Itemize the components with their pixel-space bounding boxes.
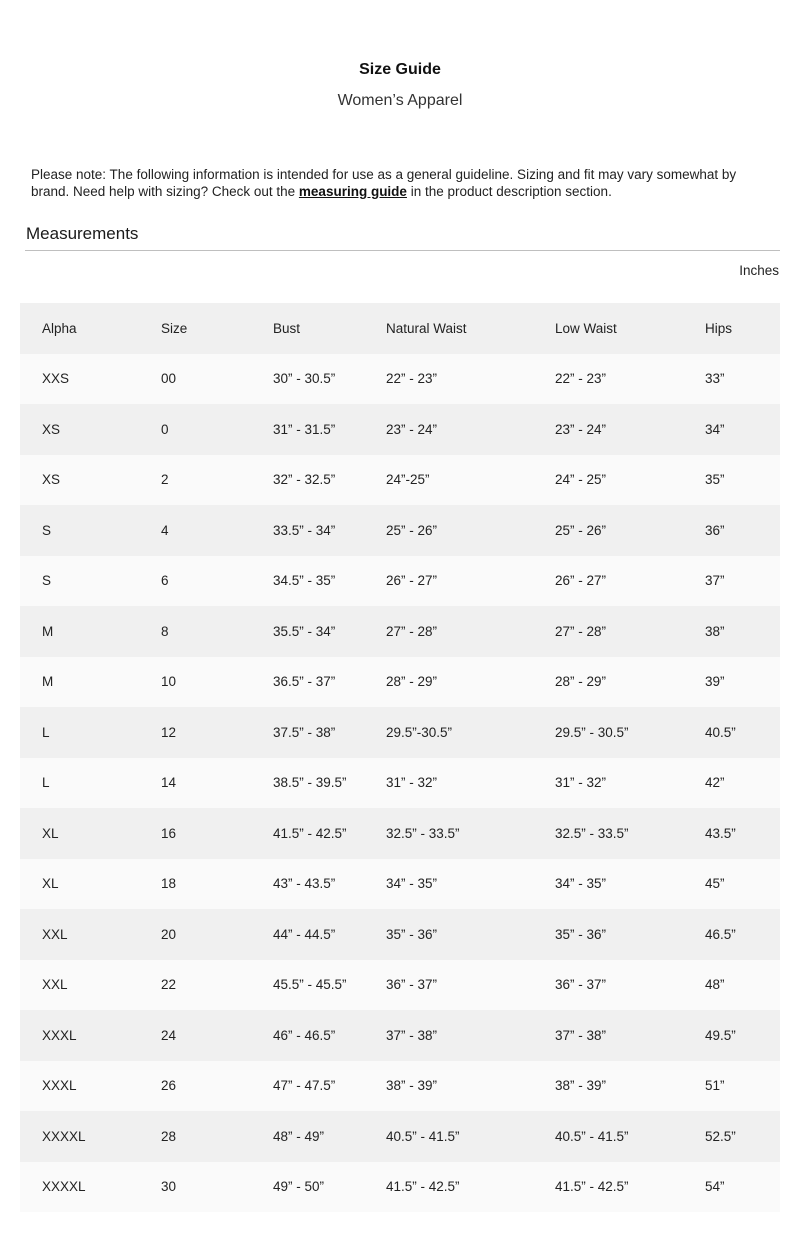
low-waist-cell: 37” - 38”	[555, 1027, 607, 1043]
natural-waist-cell: 27” - 28”	[386, 623, 438, 639]
low-waist-cell: 38” - 39”	[555, 1078, 607, 1094]
hips-cell: 35”	[705, 472, 725, 488]
table-row	[20, 960, 780, 1011]
low-waist-cell: 36” - 37”	[555, 977, 607, 993]
table-row	[20, 859, 780, 910]
page-subtitle: Women’s Apparel	[337, 92, 463, 109]
table-row	[20, 606, 780, 657]
low-waist-cell: 22” - 23”	[555, 371, 607, 387]
alpha-cell: XXXXL	[42, 1128, 86, 1144]
hips-cell: 37”	[705, 573, 725, 589]
natural-waist-cell: 24”-25”	[386, 472, 430, 488]
natural-waist-cell: 38” - 39”	[386, 1078, 438, 1094]
alpha-cell: XXXXL	[42, 1179, 86, 1195]
natural-waist-cell: 22” - 23”	[386, 371, 438, 387]
natural-waist-cell: 37” - 38”	[386, 1027, 438, 1043]
column-header: Low Waist	[555, 320, 617, 336]
column-header: Hips	[705, 320, 733, 336]
column-header: Natural Waist	[386, 320, 467, 336]
alpha-cell: XS	[42, 421, 61, 437]
size-cell: 30	[161, 1179, 177, 1195]
hips-cell: 43.5”	[705, 825, 736, 841]
low-waist-cell: 32.5” - 33.5”	[555, 825, 629, 841]
bust-cell: 35.5” - 34”	[273, 623, 336, 639]
low-waist-cell: 23” - 24”	[555, 421, 607, 437]
table-row	[20, 1061, 780, 1112]
bust-cell: 30” - 30.5”	[273, 371, 336, 387]
alpha-cell: XXS	[42, 371, 70, 387]
alpha-cell: M	[42, 674, 54, 690]
size-cell: 12	[161, 724, 177, 740]
size-table	[20, 303, 780, 1212]
alpha-cell: XXL	[42, 977, 68, 993]
alpha-cell: XL	[42, 876, 59, 892]
size-cell: 10	[161, 674, 177, 690]
table-row	[20, 707, 780, 758]
bust-cell: 33.5” - 34”	[273, 522, 336, 538]
size-table-body	[20, 354, 780, 1213]
low-waist-cell: 25” - 26”	[555, 522, 607, 538]
hips-cell: 39”	[705, 674, 725, 690]
bust-cell: 44” - 44.5”	[273, 926, 336, 942]
sizing-note	[31, 166, 776, 200]
size-cell: 8	[161, 623, 169, 639]
table-row	[20, 1162, 780, 1213]
natural-waist-cell: 26” - 27”	[386, 573, 438, 589]
natural-waist-cell: 34” - 35”	[386, 876, 438, 892]
bust-cell: 31” - 31.5”	[273, 421, 336, 437]
hips-cell: 33”	[705, 371, 725, 387]
bust-cell: 49” - 50”	[273, 1179, 325, 1195]
bust-cell: 34.5” - 35”	[273, 573, 336, 589]
low-waist-cell: 34” - 35”	[555, 876, 607, 892]
table-row	[20, 657, 780, 708]
units-label: Inches	[739, 263, 779, 278]
size-cell: 18	[161, 876, 177, 892]
alpha-cell: S	[42, 573, 52, 589]
alpha-cell: S	[42, 522, 52, 538]
hips-cell: 34”	[705, 421, 725, 437]
natural-waist-cell: 32.5” - 33.5”	[386, 825, 460, 841]
natural-waist-cell: 36” - 37”	[386, 977, 438, 993]
low-waist-cell: 24” - 25”	[555, 472, 607, 488]
natural-waist-cell: 35” - 36”	[386, 926, 438, 942]
table-row	[20, 808, 780, 859]
bust-cell: 48” - 49”	[273, 1128, 325, 1144]
size-cell: 4	[161, 522, 169, 538]
sizing-note-text: Please note: The following information is intended for use as a general guideline. Sizing and fit may vary somewhat by brand. Need help with sizing? Check out the	[31, 166, 737, 199]
table-row	[20, 354, 780, 405]
alpha-cell: XXL	[42, 926, 68, 942]
table-row	[20, 909, 780, 960]
column-header: Size	[161, 320, 188, 336]
table-row	[20, 1111, 780, 1162]
alpha-cell: L	[42, 724, 50, 740]
size-cell: 0	[161, 421, 169, 437]
size-cell: 14	[161, 775, 177, 791]
size-cell: 6	[161, 573, 169, 589]
bust-cell: 36.5” - 37”	[273, 674, 336, 690]
section-divider	[25, 250, 780, 251]
hips-cell: 46.5”	[705, 926, 736, 942]
table-row	[20, 758, 780, 809]
table-header-row	[20, 303, 780, 354]
alpha-cell: XS	[42, 472, 61, 488]
hips-cell: 49.5”	[705, 1027, 736, 1043]
natural-waist-cell: 23” - 24”	[386, 421, 438, 437]
size-cell: 26	[161, 1078, 177, 1094]
bust-cell: 41.5” - 42.5”	[273, 825, 347, 841]
natural-waist-cell: 31” - 32”	[386, 775, 438, 791]
natural-waist-cell: 25” - 26”	[386, 522, 438, 538]
natural-waist-cell: 29.5”-30.5”	[386, 724, 453, 740]
hips-cell: 52.5”	[705, 1128, 736, 1144]
size-cell: 16	[161, 825, 177, 841]
low-waist-cell: 35” - 36”	[555, 926, 607, 942]
alpha-cell: XL	[42, 825, 59, 841]
low-waist-cell: 27” - 28”	[555, 623, 607, 639]
alpha-cell: XXXL	[42, 1078, 77, 1094]
column-header: Bust	[273, 320, 301, 336]
hips-cell: 54”	[705, 1179, 725, 1195]
size-cell: 20	[161, 926, 177, 942]
low-waist-cell: 26” - 27”	[555, 573, 607, 589]
bust-cell: 32” - 32.5”	[273, 472, 336, 488]
low-waist-cell: 40.5” - 41.5”	[555, 1128, 629, 1144]
bust-cell: 38.5” - 39.5”	[273, 775, 347, 791]
column-header: Alpha	[42, 320, 77, 336]
low-waist-cell: 31” - 32”	[555, 775, 607, 791]
natural-waist-cell: 40.5” - 41.5”	[386, 1128, 460, 1144]
size-cell: 24	[161, 1027, 177, 1043]
size-cell: 2	[161, 472, 169, 488]
natural-waist-cell: 41.5” - 42.5”	[386, 1179, 460, 1195]
alpha-cell: M	[42, 623, 54, 639]
table-row	[20, 556, 780, 607]
bust-cell: 45.5” - 45.5”	[273, 977, 347, 993]
bust-cell: 47” - 47.5”	[273, 1078, 336, 1094]
bust-cell: 37.5” - 38”	[273, 724, 336, 740]
bust-cell: 46” - 46.5”	[273, 1027, 336, 1043]
table-row	[20, 404, 780, 455]
hips-cell: 51”	[705, 1078, 725, 1094]
bust-cell: 43” - 43.5”	[273, 876, 336, 892]
section-title: Measurements	[26, 224, 139, 243]
size-cell: 22	[161, 977, 177, 993]
low-waist-cell: 28” - 29”	[555, 674, 607, 690]
hips-cell: 42”	[705, 775, 725, 791]
hips-cell: 36”	[705, 522, 725, 538]
natural-waist-cell: 28” - 29”	[386, 674, 438, 690]
size-cell: 28	[161, 1128, 177, 1144]
hips-cell: 38”	[705, 623, 725, 639]
table-row	[20, 455, 780, 506]
size-cell: 00	[161, 371, 177, 387]
measuring-guide-link[interactable]: measuring guide	[298, 183, 407, 199]
hips-cell: 40.5”	[705, 724, 736, 740]
sizing-note-text-end: in the product description section.	[406, 183, 612, 199]
alpha-cell: L	[42, 775, 50, 791]
alpha-cell: XXXL	[42, 1027, 77, 1043]
low-waist-cell: 29.5” - 30.5”	[555, 724, 629, 740]
table-row	[20, 1010, 780, 1061]
low-waist-cell: 41.5” - 42.5”	[555, 1179, 629, 1195]
hips-cell: 48”	[705, 977, 725, 993]
table-row	[20, 505, 780, 556]
hips-cell: 45”	[705, 876, 725, 892]
page-title: Size Guide	[359, 61, 441, 78]
